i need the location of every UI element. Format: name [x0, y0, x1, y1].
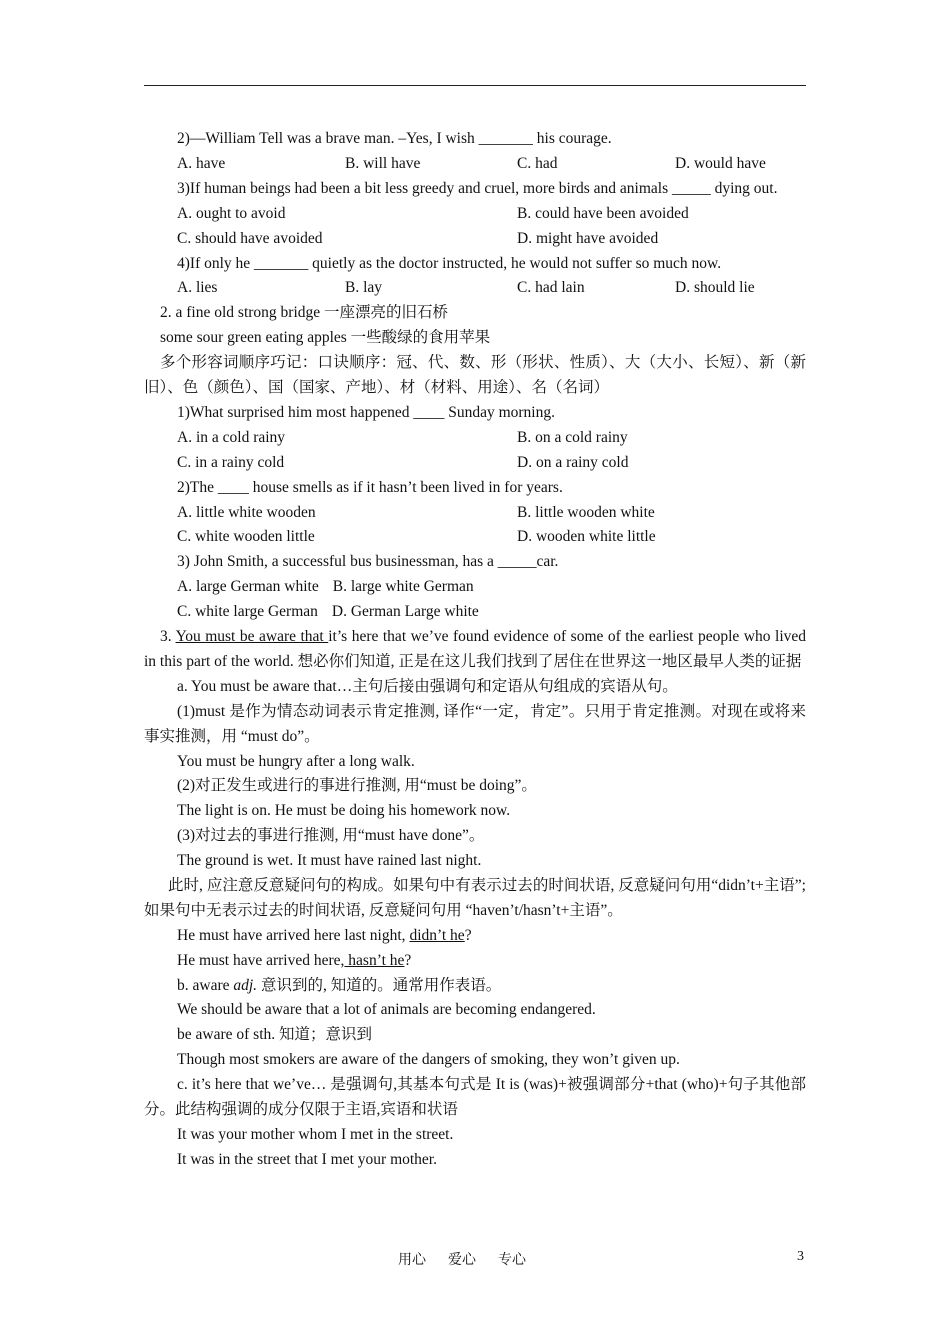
example-text: some sour green eating apples 一些酸绿的食用苹果 [160, 329, 491, 347]
example-text: Though most smokers are aware of the dangers of smoking, they won’t given up. [177, 1051, 680, 1069]
options-row [144, 276, 806, 301]
option: B. will have [345, 154, 421, 172]
example-text: He must have arrived here last night, didn’t he? [177, 926, 472, 944]
options-row [144, 525, 806, 550]
option: D. would have [675, 154, 766, 172]
option: D. wooden white little [517, 528, 656, 546]
options-row [144, 451, 806, 476]
question-text: 3) John Smith, a successful bus businessman, has a _____car. [177, 553, 559, 571]
question-text: 2)The ____ house smells as if it hasn’t been lived in for years. [177, 478, 563, 496]
question-text: 1)What surprised him most happened ____ Sunday morning. [177, 403, 555, 421]
option: A. little white wooden [177, 503, 316, 521]
option: C. had lain [517, 279, 585, 297]
page-number: 3 [797, 1249, 804, 1264]
example-text: The ground is wet. It must have rained last night. [177, 852, 482, 870]
explanation-text: (3)对过去的事进行推测, 用“must have done”。 [177, 827, 485, 845]
note-text: 此时, 应注意反意疑问句的构成。如果句中有表示过去的时间状语, 反意疑问句用“didn’t+主语”; 如果句中无表示过去的时间状语, 反意疑问句用 “haven’t/hasn’t+主语”。 [144, 876, 806, 919]
option: B. little wooden white [517, 503, 655, 521]
page-content [144, 127, 806, 1173]
option: A. ought to avoid [177, 204, 286, 222]
option: C. had [517, 154, 558, 172]
question-text: 2)—William Tell was a brave man. –Yes, I wish _______ his courage. [177, 130, 612, 147]
example-text: You must be hungry after a long walk. [177, 752, 415, 770]
rule-text: 多个形容词顺序巧记：口诀顺序：冠、代、数、形（形状、性质）、大（大小、长短）、新（新旧）、色（颜色）、国（国家、产地）、材（材料、用途）、名（名词） [144, 354, 806, 396]
explanation-text: (1)must 是作为情态动词表示肯定推测, 译作“一定，肯定”。只用于肯定推测。对现在或将来事实推测，用 “must do”。 [144, 702, 806, 745]
example-text: It was your mother whom I met in the street. [177, 1125, 454, 1143]
explanation-text: c. it’s here that we’ve… 是强调句,其基本句式是 It is (was)+被强调部分+that (who)+句子其他部分。此结构强调的成分仅限于主语,宾语和状语 [144, 1076, 806, 1119]
option: B. on a cold rainy [517, 428, 628, 446]
options-row [144, 227, 806, 252]
option: A. in a cold rainy [177, 428, 286, 446]
option: B. large white German [332, 578, 474, 596]
explanation-text: (2)对正发生或进行的事进行推测, 用“must be doing”。 [177, 777, 537, 795]
options-row [144, 501, 806, 526]
options-row [144, 202, 806, 227]
example-text: It was in the street that I met your mother. [177, 1150, 437, 1168]
option: C. should have avoided [177, 229, 323, 247]
option: B. could have been avoided [517, 204, 689, 222]
option: C. white large German [177, 603, 318, 621]
option: D. should lie [675, 279, 755, 297]
section-heading: 3. You must be aware that it’s here that we’ve found evidence of some of the earliest people who lived in this part of the world. 想必你们知道, 正是在这儿我们找到了居住在世界这一地区最早人类的证据 [144, 627, 806, 670]
example-text: The light is on. He must be doing his homework now. [177, 802, 511, 820]
option: A. have [177, 154, 226, 172]
option: C. white wooden little [177, 528, 315, 546]
option: A. lies [177, 279, 218, 297]
phrase-text: be aware of sth. 知道；意识到 [177, 1026, 372, 1044]
question-text: 4)If only he _______ quietly as the doctor instructed, he would not suffer so much now. [177, 254, 722, 272]
option: D. on a rainy cold [517, 453, 629, 471]
option: C. in a rainy cold [177, 453, 285, 471]
explanation-text: b. aware adj. 意识到的, 知道的。通常用作表语。 [177, 976, 502, 994]
option: D. German Large white [331, 603, 479, 621]
options-row [144, 426, 806, 451]
question-text: 3)If human beings had been a bit less greedy and cruel, more birds and animals _____ dying out. [177, 179, 778, 197]
options-row [144, 600, 806, 625]
option: B. lay [345, 279, 383, 297]
header-rule [144, 85, 806, 86]
example-text: He must have arrived here, hasn’t he? [177, 951, 412, 969]
option: D. might have avoided [517, 229, 659, 247]
footer-motto: 用心 爱心 专心 [398, 1253, 526, 1268]
example-text: We should be aware that a lot of animals are becoming endangered. [177, 1001, 596, 1019]
options-row [144, 575, 806, 600]
option: A. large German white [177, 578, 319, 596]
options-row [144, 152, 806, 177]
section-heading: 2. a fine old strong bridge 一座漂亮的旧石桥 [160, 304, 449, 322]
explanation-text: a. You must be aware that…主句后接由强调句和定语从句组成的宾语从句。 [177, 677, 678, 695]
